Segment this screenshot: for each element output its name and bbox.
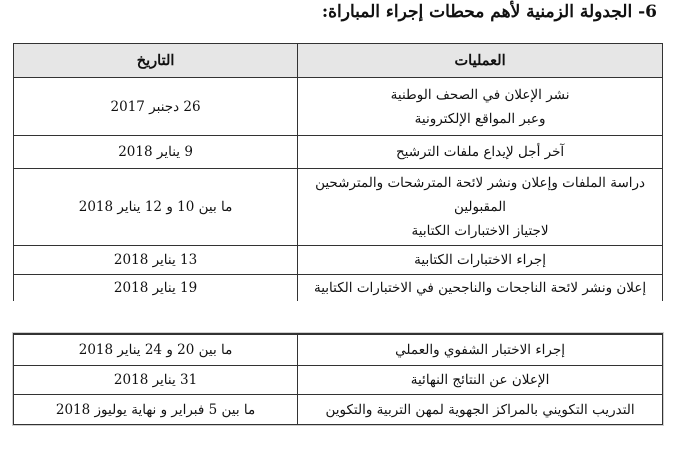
schedule-table-continued: [13, 333, 663, 425]
table-row: [14, 135, 662, 168]
table-row: [14, 335, 662, 365]
date-cell: 26 دجنبر 2017: [110, 98, 201, 115]
table-header-row: [14, 44, 662, 77]
date-column-header: التاريخ: [14, 44, 297, 77]
table-row: [14, 245, 662, 274]
operation-cell: التدريب التكويني بالمراكز الجهوية لمهن التربية والتكوين: [297, 395, 662, 424]
table-row: [14, 274, 662, 301]
date-cell: 31 يناير 2018: [113, 372, 198, 388]
operation-line: دراسة الملفات وإعلان ونشر لائحة المترشحات والمترشحين المقبولين: [315, 175, 646, 215]
date-cell: 9 يناير 2018: [118, 144, 193, 160]
operation-cell: الإعلان عن النتائج النهائية: [297, 366, 662, 394]
section-heading: 6- الجدولة الزمنية لأهم محطات إجراء المباراة:: [321, 2, 657, 22]
date-cell: 19 يناير 2018: [113, 280, 198, 296]
operation-line: وعبر المواقع الإلكترونية: [414, 110, 546, 127]
operations-column-header: العمليات: [297, 44, 662, 77]
schedule-table: [13, 43, 663, 301]
operation-line: نشر الإعلان في الصحف الوطنية: [390, 86, 570, 103]
operation-cell: آخر أجل لإيداع ملفات الترشيح: [297, 136, 662, 168]
date-cell: ما بين 10 و 12 يناير 2018: [78, 199, 233, 215]
date-cell: 13 يناير 2018: [113, 252, 198, 268]
operation-cell: إجراء الاختبارات الكتابية: [297, 246, 662, 274]
operation-cell: [297, 169, 662, 245]
operation-cell: إجراء الاختبار الشفوي والعملي: [297, 335, 662, 365]
table-row: [14, 77, 662, 135]
table-row: [14, 365, 662, 394]
table-row: [14, 168, 662, 245]
operation-cell: إعلان ونشر لائحة الناجحات والناجحين في الاختبارات الكتابية: [297, 275, 662, 301]
date-cell: ما بين 20 و 24 يناير 2018: [78, 342, 233, 358]
date-cell: ما بين 5 فبراير و نهاية يوليوز 2018: [55, 401, 256, 418]
operation-cell: [297, 78, 662, 135]
table-row: [14, 394, 662, 424]
operation-line: لاجتياز الاختبارات الكتابية: [411, 223, 549, 239]
